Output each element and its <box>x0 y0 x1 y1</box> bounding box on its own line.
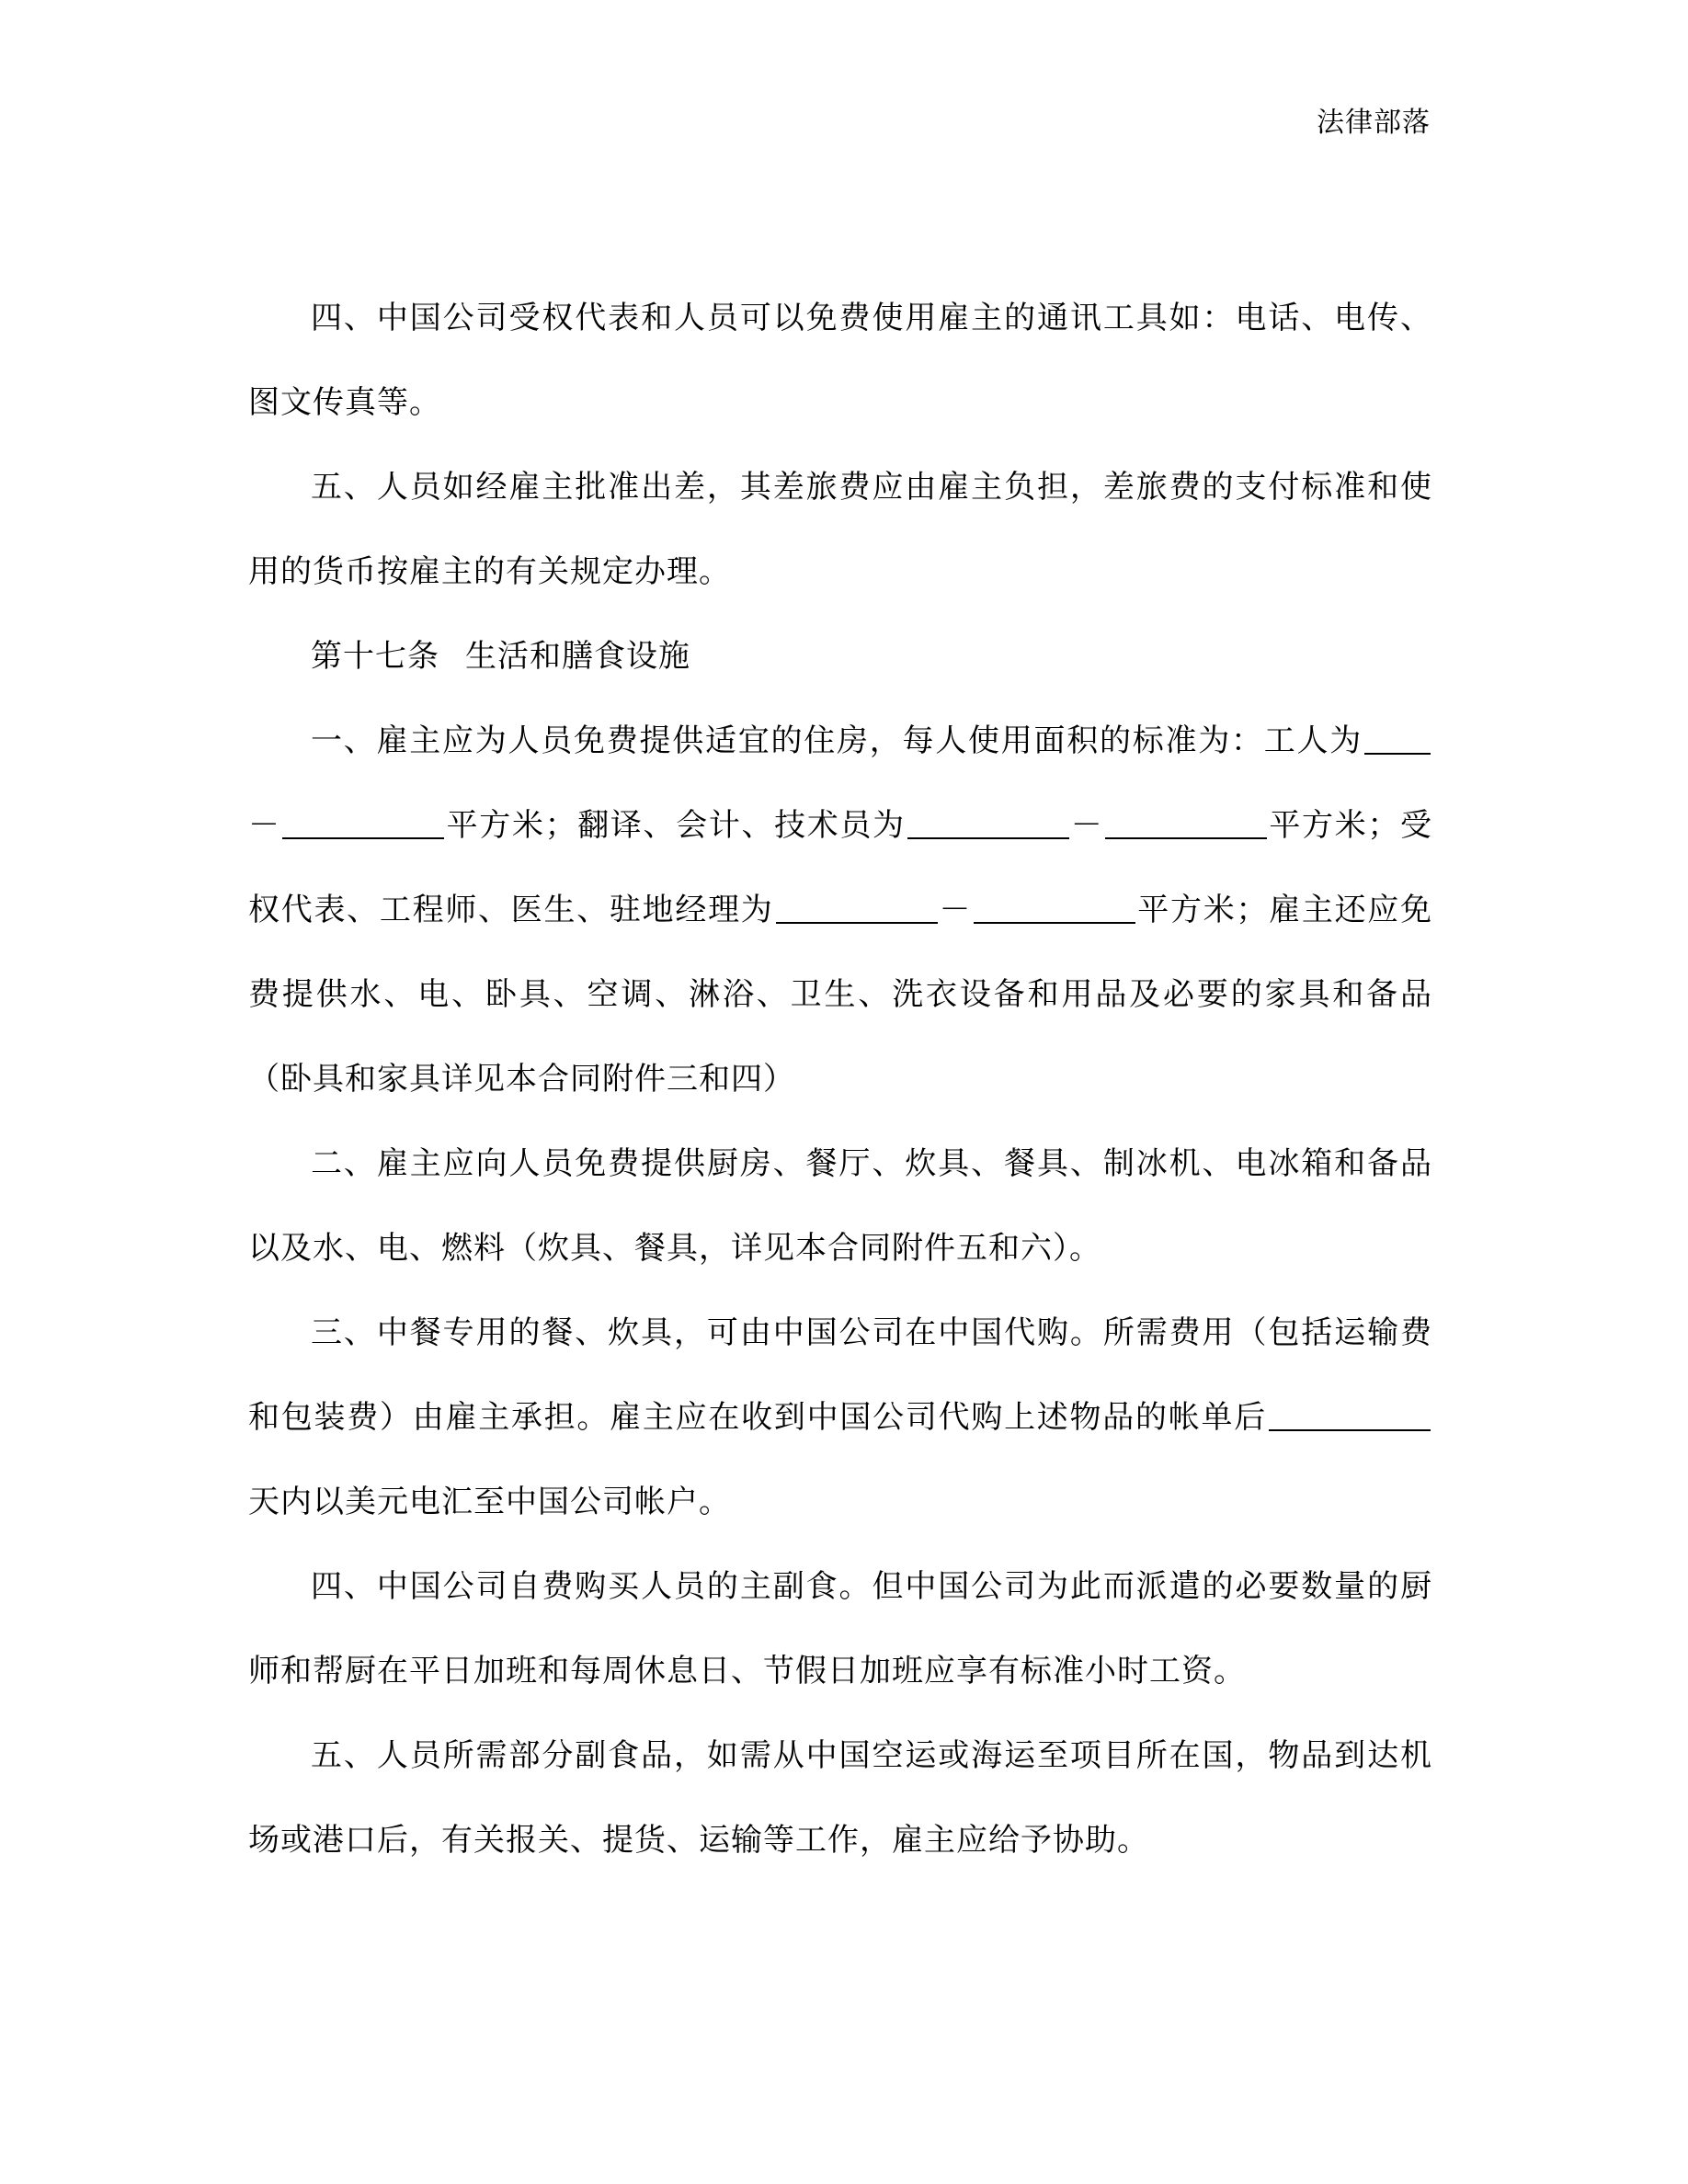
document-body <box>248 276 1432 1883</box>
paragraph-housing: 一、雇主应为人员免费提供适宜的住房，每人使用面积的标准为：工人为－ 平方米；翻译、会计、技术员为 － 平方米；受权代表、工程师、医生、驻地经理为 － 平方米；雇主还应免费提供水、电、卧具、空调、淋浴、卫生、洗衣设备和用品及必要的家具和备品（卧具和家具详见本合同附件三和四） <box>248 722 1433 1098</box>
blank-field <box>1269 1398 1431 1431</box>
blank-field <box>907 806 1069 839</box>
article-number: 第十七条 <box>311 638 439 675</box>
page-header: 法律部落 <box>1317 107 1431 139</box>
blank-field <box>776 891 938 924</box>
paragraph-food-shipping: 五、人员所需部分副食品，如需从中国空运或海运至项目所在国，物品到达机场或港口后，有关报关、提货、运输等工作，雇主应给予协助。 <box>248 1737 1432 1859</box>
paragraph-food-purchase: 四、中国公司自费购买人员的主副食。但中国公司为此而派遣的必要数量的厨师和帮厨在平日加班和每周休息日、节假日加班应享有标准小时工资。 <box>248 1568 1432 1689</box>
paragraph-communication-tools: 四、中国公司受权代表和人员可以免费使用雇主的通讯工具如：电话、电传、图文传真等。 <box>248 300 1432 421</box>
blank-field <box>974 891 1135 924</box>
blank-field <box>1364 722 1431 755</box>
article-heading <box>248 614 1432 699</box>
paragraph-kitchen-facilities: 二、雇主应向人员免费提供厨房、餐厅、炊具、餐具、制冰机、电冰箱和备品以及水、电、燃料（炊具、餐具，详见本合同附件五和六）。 <box>248 1145 1432 1267</box>
paragraph-chinese-cookware: 三、中餐专用的餐、炊具，可由中国公司在中国代购。所需费用（包括运输费和包装费）由雇主承担。雇主应在收到中国公司代购上述物品的帐单后天内以美元电汇至中国公司帐户。 <box>248 1314 1432 1520</box>
article-title: 生活和膳食设施 <box>465 638 690 675</box>
blank-field <box>282 806 444 839</box>
paragraph-travel-expenses: 五、人员如经雇主批准出差，其差旅费应由雇主负担，差旅费的支付标准和使用的货币按雇主的有关规定办理。 <box>248 469 1432 590</box>
blank-field <box>1105 806 1267 839</box>
